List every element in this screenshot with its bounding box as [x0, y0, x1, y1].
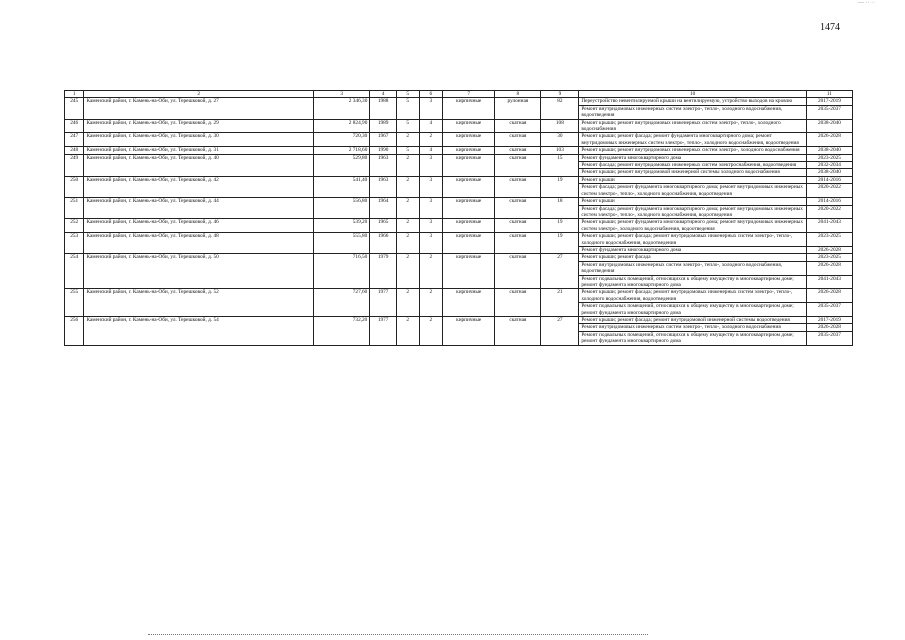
roof-cell: скатная — [495, 317, 541, 346]
work-description-cell: Переустройство невентилируемой крыши на вентилируемую, устройство выходов на кровлю — [579, 98, 806, 105]
walls-cell: кирпичные — [443, 198, 495, 219]
entrances-cell: 4 — [419, 119, 443, 133]
table-row — [65, 198, 853, 205]
floors-cell: 2 — [396, 317, 419, 346]
capital-repair-table — [64, 90, 853, 346]
year-cell: 1964 — [370, 198, 397, 219]
work-period-cell: 2026-2028 — [806, 246, 852, 253]
column-number: 2 — [84, 91, 314, 98]
work-period-cell: 2038-2040 — [806, 147, 852, 154]
walls-cell: кирпичные — [443, 289, 495, 317]
floors-cell: 2 — [396, 133, 419, 147]
column-number: 9 — [541, 91, 579, 98]
entrances-cell: 2 — [419, 317, 443, 346]
area-cell: 556,80 — [314, 198, 370, 219]
work-description-cell: Ремонт внутридомовых инженерных систем электро-, тепло-, холодного водоснабжения, водоотведения — [579, 105, 806, 119]
address-cell: Каменский район, г. Камень-на-Оби, ул. Терешковой, д. 44 — [84, 198, 314, 219]
column-number: 10 — [579, 91, 806, 98]
work-description-cell: Ремонт крыши; ремонт фасада; ремонт внутридомовых инженерных систем электро-, тепло-, холодного водоснабжения, водоотведения — [579, 289, 806, 303]
roof-cell: скатная — [495, 147, 541, 154]
table-row — [65, 317, 853, 324]
work-period-cell: 2038-2040 — [806, 169, 852, 176]
work-description-cell: Ремонт фасада; ремонт фундамента многоквартирного дома; ремонт внутридомовых инженерных систем электро-, тепло-, холодного водоснабжения, водоотведения — [579, 205, 806, 219]
address-cell: Каменский район, г. Камень-на-Оби, ул. Терешковой, д. 52 — [84, 289, 314, 317]
walls-cell: кирпичные — [443, 219, 495, 233]
work-description-cell: Ремонт фундамента многоквартирного дома — [579, 246, 806, 253]
walls-cell: кирпичные — [443, 233, 495, 254]
table-row — [65, 119, 853, 133]
floors-cell: 5 — [396, 119, 419, 133]
work-period-cell: 2014-2016 — [806, 176, 852, 183]
roof-cell: скатная — [495, 254, 541, 289]
entrances-cell: 2 — [419, 289, 443, 317]
work-period-cell: 2026-2028 — [806, 261, 852, 275]
walls-cell: кирпичные — [443, 154, 495, 176]
work-description-cell: Ремонт подвальных помещений, относящихся к общему имуществу в многоквартирном доме; ремонт фундамента многоквартирного дома — [579, 331, 806, 345]
apartments-cell: 108 — [541, 119, 579, 133]
apartments-cell: 21 — [541, 289, 579, 317]
walls-cell: кирпичные — [443, 176, 495, 197]
year-cell: 1977 — [370, 289, 397, 317]
work-period-cell: 2035-2037 — [806, 105, 852, 119]
column-number: 6 — [419, 91, 443, 98]
area-cell: 732,20 — [314, 317, 370, 346]
year-cell: 1977 — [370, 317, 397, 346]
area-cell: 555,80 — [314, 233, 370, 254]
page-number: 1474 — [820, 22, 840, 33]
area-cell: 720,30 — [314, 133, 370, 147]
work-description-cell: Ремонт фасада; ремонт внутридомовых инженерных систем электроснабжения, водоотведения — [579, 162, 806, 169]
row-number: 246 — [65, 119, 84, 133]
row-number: 255 — [65, 289, 84, 317]
work-description-cell: Ремонт крыши; ремонт внутридомовой инженерной системы холодного водоснабжения — [579, 169, 806, 176]
floors-cell: 2 — [396, 154, 419, 176]
walls-cell: кирпичные — [443, 98, 495, 119]
table-row — [65, 133, 853, 147]
work-period-cell: 2023-2025 — [806, 154, 852, 161]
walls-cell: кирпичные — [443, 119, 495, 133]
entrances-cell: 2 — [419, 133, 443, 147]
work-description-cell: Ремонт крыши; ремонт внутридомовых инженерных систем электро-, тепло-, холодного водоснабжения — [579, 119, 806, 133]
walls-cell: кирпичные — [443, 254, 495, 289]
column-number: 4 — [370, 91, 397, 98]
apartments-cell: 15 — [541, 154, 579, 176]
table-body — [65, 91, 853, 346]
work-description-cell: Ремонт крыши; ремонт фундамента многоквартирного дома; ремонт внутридомовых инженерных систем электро-, холодного водоснабжения, водоотведения — [579, 219, 806, 233]
row-number: 248 — [65, 147, 84, 154]
year-cell: 1990 — [370, 147, 397, 154]
year-cell: 1966 — [370, 233, 397, 254]
address-cell: Каменский район, г. Камень-на-Оби, ул. Терешковой, д. 31 — [84, 147, 314, 154]
work-period-cell: 2038-2040 — [806, 119, 852, 133]
table-row — [65, 219, 853, 233]
roof-cell: скатная — [495, 133, 541, 147]
year-cell: 1965 — [370, 219, 397, 233]
work-description-cell: Ремонт фасада; ремонт фундамента многоквартирного дома; ремонт внутридомовых инженерных систем электро-, тепло-, холодного водоснабжения, водоотведения — [579, 184, 806, 198]
roof-cell: скатная — [495, 154, 541, 176]
row-number: 256 — [65, 317, 84, 346]
work-description-cell: Ремонт фундамента многоквартирного дома — [579, 154, 806, 161]
address-cell: Каменский район, г. Камень-на-Оби, ул. Терешковой, д. 50 — [84, 254, 314, 289]
column-number: 1 — [65, 91, 84, 98]
address-cell: Каменский район, г. Камень-на-Оби, ул. Терешковой, д. 54 — [84, 317, 314, 346]
work-description-cell: Ремонт крыши; ремонт внутридомовых инженерных систем электро-, холодного водоснабжения — [579, 147, 806, 154]
corner-mark: — ·· ·· — [858, 0, 875, 6]
row-number: 252 — [65, 219, 84, 233]
row-number: 249 — [65, 154, 84, 176]
roof-cell: рулонная — [495, 98, 541, 119]
row-number: 254 — [65, 254, 84, 289]
apartments-cell: 30 — [541, 133, 579, 147]
work-period-cell: 2026-2028 — [806, 289, 852, 303]
column-number: 5 — [396, 91, 419, 98]
floors-cell: 2 — [396, 219, 419, 233]
column-number: 8 — [495, 91, 541, 98]
work-description-cell: Ремонт крыши — [579, 198, 806, 205]
apartments-cell: 103 — [541, 147, 579, 154]
address-cell: Каменский район, г. Камень-на-Оби, ул. Терешковой, д. 40 — [84, 154, 314, 176]
apartments-cell: 19 — [541, 176, 579, 197]
row-number: 245 — [65, 98, 84, 119]
roof-cell: скатная — [495, 233, 541, 254]
roof-cell: скатная — [495, 176, 541, 197]
column-number: 3 — [314, 91, 370, 98]
work-period-cell: 2041-2043 — [806, 275, 852, 289]
area-cell: 716,50 — [314, 254, 370, 289]
area-cell: 2 346,30 — [314, 98, 370, 119]
roof-cell: скатная — [495, 219, 541, 233]
table-row — [65, 254, 853, 261]
address-cell: Каменский район, г. Камень-на-Оби, ул. Терешковой, д. 48 — [84, 233, 314, 254]
work-description-cell: Ремонт крыши; ремонт фасада; ремонт внутридомовой инженерной системы водоотведения — [579, 317, 806, 324]
table-row — [65, 176, 853, 183]
table-row — [65, 289, 853, 303]
entrances-cell: 3 — [419, 219, 443, 233]
table-row — [65, 98, 853, 105]
apartments-cell: 19 — [541, 233, 579, 254]
work-description-cell: Ремонт внутридомовых инженерных систем электро-, тепло-, холодного водоснабжения, водоотведения — [579, 261, 806, 275]
work-description-cell: Ремонт внутридомовых инженерных систем электро-, тепло-, холодного водоснабжения — [579, 324, 806, 331]
table-row — [65, 154, 853, 161]
row-number: 253 — [65, 233, 84, 254]
floors-cell: 2 — [396, 176, 419, 197]
apartments-cell: 18 — [541, 198, 579, 219]
floors-cell: 5 — [396, 147, 419, 154]
work-period-cell: 2020-2022 — [806, 205, 852, 219]
column-number: 11 — [806, 91, 852, 98]
work-description-cell: Ремонт крыши; ремонт фасада; ремонт внутридомовых инженерных систем электро-, тепло-, холодного водоснабжения, водоотведения — [579, 233, 806, 247]
table-row — [65, 233, 853, 247]
entrances-cell: 3 — [419, 154, 443, 176]
roof-cell: скатная — [495, 289, 541, 317]
entrances-cell: 3 — [419, 98, 443, 119]
work-description-cell: Ремонт подвальных помещений, относящихся к общему имуществу в многоквартирном доме; ремонт фундамента многоквартирного дома — [579, 303, 806, 317]
area-cell: 727,60 — [314, 289, 370, 317]
area-cell: 539,20 — [314, 219, 370, 233]
address-cell: Каменский район, г. Камень-на-Оби, ул. Терешковой, д. 42 — [84, 176, 314, 197]
work-period-cell: 2035-2037 — [806, 331, 852, 345]
address-cell: Каменский район, г. Камень-на-Оби, ул. Терешковой, д. 29 — [84, 119, 314, 133]
work-period-cell: 2020-2022 — [806, 184, 852, 198]
entrances-cell: 3 — [419, 233, 443, 254]
work-period-cell: 2041-2043 — [806, 219, 852, 233]
row-number: 247 — [65, 133, 84, 147]
roof-cell: скатная — [495, 198, 541, 219]
entrances-cell: 3 — [419, 176, 443, 197]
table-row — [65, 147, 853, 154]
work-description-cell: Ремонт крыши; ремонт фасада; ремонт фундамента многоквартирного дома; ремонт внутридомовых инженерных систем электро-, тепло-, холодного водоснабжения, водоотведения — [579, 133, 806, 147]
floors-cell: 5 — [396, 98, 419, 119]
row-number: 250 — [65, 176, 84, 197]
area-cell: 2 824,90 — [314, 119, 370, 133]
walls-cell: кирпичные — [443, 147, 495, 154]
floors-cell: 2 — [396, 198, 419, 219]
work-period-cell: 2014-2016 — [806, 198, 852, 205]
entrances-cell: 3 — [419, 198, 443, 219]
address-cell: Каменский район, г. Камень-на-Оби, ул. Терешковой, д. 46 — [84, 219, 314, 233]
floors-cell: 2 — [396, 254, 419, 289]
address-cell: Каменский район, г. Камень-на-Оби, ул. Терешковой, д. 27 — [84, 98, 314, 119]
work-period-cell: 2026-2028 — [806, 324, 852, 331]
address-cell: Каменский район, г. Камень-на-Оби, ул. Терешковой, д. 30 — [84, 133, 314, 147]
roof-cell: скатная — [495, 119, 541, 133]
work-period-cell: 2026-2028 — [806, 133, 852, 147]
work-period-cell: 2023-2025 — [806, 254, 852, 261]
work-period-cell: 2017-2019 — [806, 317, 852, 324]
work-period-cell: 2017-2019 — [806, 98, 852, 105]
apartments-cell: 27 — [541, 254, 579, 289]
year-cell: 1988 — [370, 98, 397, 119]
work-description-cell: Ремонт подвальных помещений, относящихся к общему имуществу в многоквартирном доме; ремонт фундамента многоквартирного дома — [579, 275, 806, 289]
column-number: 7 — [443, 91, 495, 98]
apartments-cell: 82 — [541, 98, 579, 119]
floors-cell: 2 — [396, 233, 419, 254]
area-cell: 2 718,60 — [314, 147, 370, 154]
work-description-cell: Ремонт крыши; ремонт фасада — [579, 254, 806, 261]
walls-cell: кирпичные — [443, 133, 495, 147]
row-number: 251 — [65, 198, 84, 219]
year-cell: 1989 — [370, 119, 397, 133]
entrances-cell: 4 — [419, 147, 443, 154]
scan-artifact-line — [148, 634, 648, 636]
work-description-cell: Ремонт крыши — [579, 176, 806, 183]
work-period-cell: 2023-2025 — [806, 233, 852, 247]
area-cell: 529,80 — [314, 154, 370, 176]
year-cell: 1967 — [370, 133, 397, 147]
work-period-cell: 2035-2037 — [806, 303, 852, 317]
apartments-cell: 19 — [541, 219, 579, 233]
year-cell: 1963 — [370, 154, 397, 176]
year-cell: 1979 — [370, 254, 397, 289]
year-cell: 1963 — [370, 176, 397, 197]
column-number-row — [65, 91, 853, 98]
entrances-cell: 2 — [419, 254, 443, 289]
area-cell: 541,40 — [314, 176, 370, 197]
walls-cell: кирпичные — [443, 317, 495, 346]
floors-cell: 2 — [396, 289, 419, 317]
apartments-cell: 27 — [541, 317, 579, 346]
work-period-cell: 2032-2034 — [806, 162, 852, 169]
